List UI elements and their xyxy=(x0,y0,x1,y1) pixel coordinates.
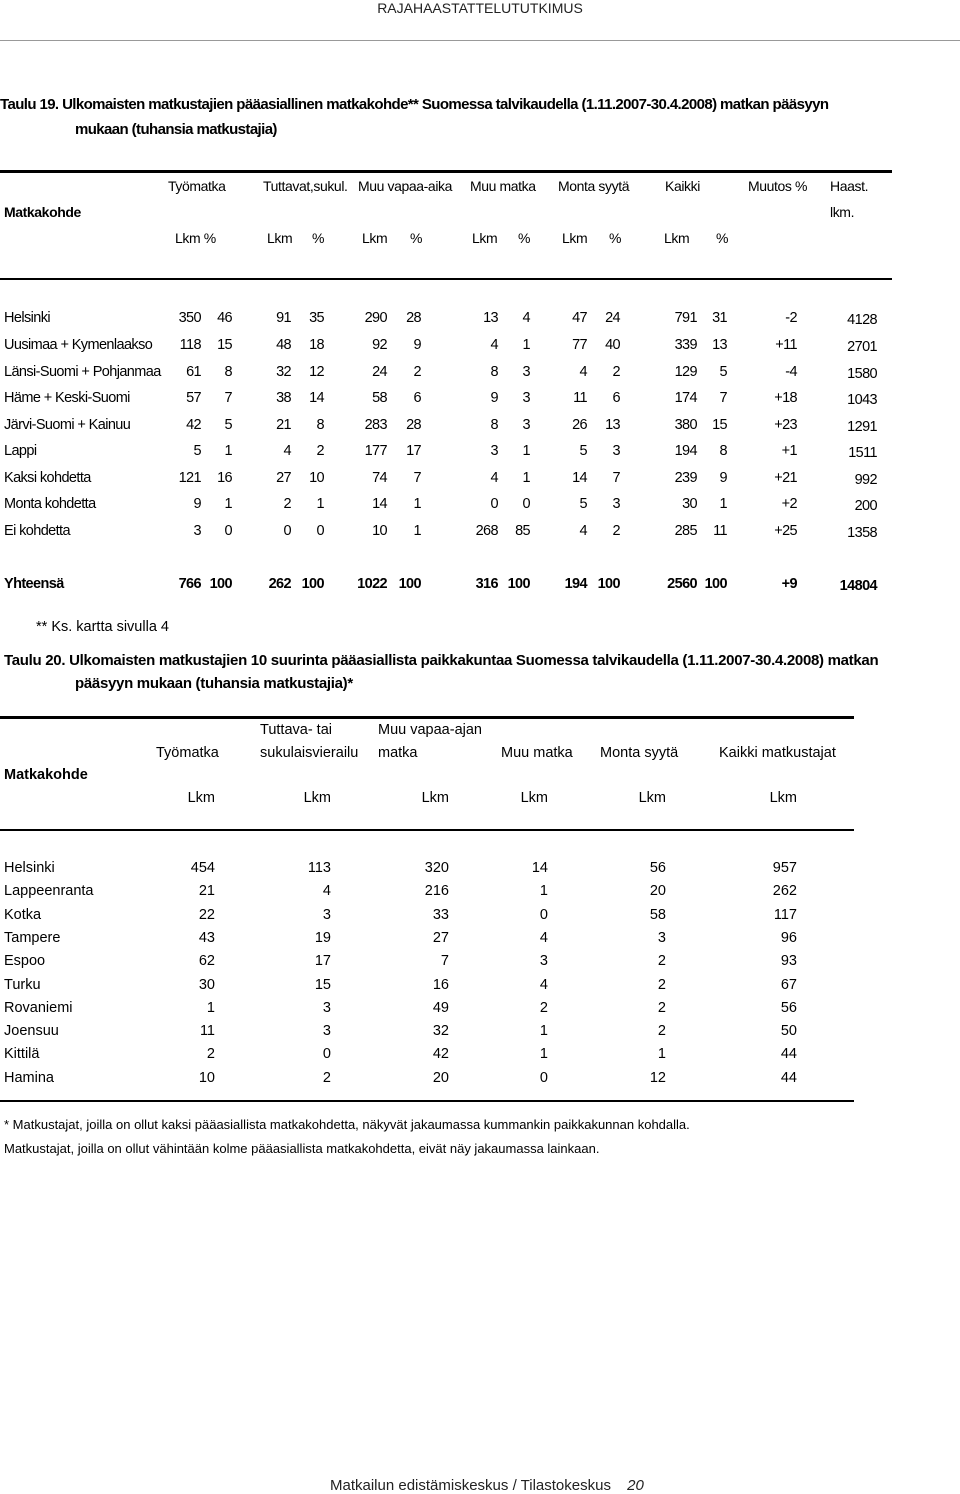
table-19-cell: 5 xyxy=(719,364,727,380)
table-20-cell: 1 xyxy=(539,1046,548,1063)
table-20-cell: 11 xyxy=(199,1023,215,1040)
table-20-cell: 42 xyxy=(432,1046,449,1063)
table-20-cell: 43 xyxy=(198,929,215,946)
table-20-cell: 19 xyxy=(314,929,331,946)
table-20-cell: 4 xyxy=(322,883,331,900)
table-19-group-header: Haast. xyxy=(830,178,869,194)
table-20-unit-header: Lkm xyxy=(520,790,548,806)
table-20-cell: 0 xyxy=(539,906,548,923)
table-19-cell: 15 xyxy=(712,417,727,433)
table-20-cell: 3 xyxy=(539,953,548,970)
table-20-row-label: Rovaniemi xyxy=(4,999,73,1016)
table-20-cell: 2 xyxy=(206,1046,215,1063)
table-20-cell: 32 xyxy=(432,1023,449,1040)
table-19-cell: 4 xyxy=(490,337,498,353)
table-19-cell: 35 xyxy=(309,310,324,326)
table-19-total-cell: 100 xyxy=(597,576,620,592)
table-19-cell: 8 xyxy=(719,443,727,459)
table-19-cell: 8 xyxy=(316,417,324,433)
table-19-cell: 27 xyxy=(276,470,291,486)
table-19-cell: 7 xyxy=(612,470,620,486)
table-19-cell: 1 xyxy=(413,496,421,512)
table-19-group-header: Muu matka xyxy=(470,178,536,194)
table-20-cell: 2 xyxy=(657,953,666,970)
table-19-cell: 11 xyxy=(713,523,727,539)
table-20-cell: 17 xyxy=(314,953,331,970)
table-20-cell: 50 xyxy=(780,1023,797,1040)
table-19-total-cell: 766 xyxy=(178,576,201,592)
table-19-last-sub: lkm. xyxy=(830,204,855,220)
table-20-cell: 0 xyxy=(539,1069,548,1086)
table-20-cell: 20 xyxy=(649,883,666,900)
table-19-total-cell: 2560 xyxy=(667,576,697,592)
table-19-total-label: Yhteensä xyxy=(4,576,64,592)
table-19-cell: 9 xyxy=(490,390,498,406)
table-19-cell: 1043 xyxy=(847,392,877,408)
table-19-cell: 13 xyxy=(712,337,727,353)
table-19-row-label: Monta kohdetta xyxy=(4,496,96,512)
table-20-unit-header: Lkm xyxy=(187,790,215,806)
table-19-cell: 1 xyxy=(522,337,530,353)
table-19-cell: +18 xyxy=(774,390,797,406)
table-19-cell: 28 xyxy=(406,417,421,433)
table-19-cell: 1 xyxy=(719,496,727,512)
table-20-cell: 0 xyxy=(322,1046,331,1063)
table-19-cell: 4 xyxy=(579,523,587,539)
table-19-cell: 8 xyxy=(490,417,498,433)
table-19-cell: -2 xyxy=(785,310,797,326)
table-19-cell: 2 xyxy=(283,496,291,512)
table-19-cell: 5 xyxy=(579,496,587,512)
table-19-cell: 339 xyxy=(674,337,697,353)
table-19-cell: 992 xyxy=(854,472,877,488)
table-19-row-label: Ei kohdetta xyxy=(4,523,70,539)
table-19-total-cell: 100 xyxy=(507,576,530,592)
table-20-cell: 15 xyxy=(314,976,331,993)
table-19-total-cell: 100 xyxy=(301,576,324,592)
table-20-unit-header: Lkm xyxy=(638,790,666,806)
table-19-header-rule xyxy=(0,278,892,280)
table-19-cell: 1 xyxy=(522,470,530,486)
table-19-cell: 47 xyxy=(572,310,587,326)
table-19-cell: 174 xyxy=(674,390,697,406)
table-19-cell: 18 xyxy=(309,337,324,353)
table-19-cell: 3 xyxy=(522,390,530,406)
table-19-cell: 268 xyxy=(475,523,498,539)
table-19-row-label: Lappi xyxy=(4,443,37,459)
table-20-cell: 58 xyxy=(649,906,666,923)
table-19-cell: 31 xyxy=(712,310,727,326)
table-19-cell: 239 xyxy=(674,470,697,486)
table-19-cell: 2 xyxy=(612,364,620,380)
table-19-cell: 48 xyxy=(276,337,291,353)
table-19-sub-header: % xyxy=(609,230,622,246)
table-19-cell: +21 xyxy=(774,470,797,486)
table-19-cell: 24 xyxy=(372,364,387,380)
table-20-cell: 93 xyxy=(780,953,797,970)
table-19-cell: 7 xyxy=(413,470,421,486)
table-19-cell: 1511 xyxy=(848,445,877,461)
table-19-cell: 380 xyxy=(674,417,697,433)
table-19-total-cell: 100 xyxy=(398,576,421,592)
table-19-cell: 1 xyxy=(224,443,232,459)
table-20-cell: 1 xyxy=(539,883,548,900)
table-19-sub-header: % xyxy=(312,230,325,246)
table-20-cell: 12 xyxy=(649,1069,666,1086)
table-19-group-header: Muutos % xyxy=(748,178,808,194)
table-19-cell: 12 xyxy=(309,364,324,380)
table-20-col-header: sukulaisvierailu xyxy=(260,745,359,761)
table-19-total-cell: 194 xyxy=(564,576,587,592)
table-20-cell: 454 xyxy=(190,860,215,876)
table-19-cell: 5 xyxy=(579,443,587,459)
table-19-cell: 26 xyxy=(572,417,587,433)
table-20-col-header: Työmatka xyxy=(156,745,219,761)
table-19-cell: 4 xyxy=(579,364,587,380)
table-19-cell: 177 xyxy=(364,443,387,459)
table-19-cell: 6 xyxy=(612,390,620,406)
table-20-unit-header: Lkm xyxy=(421,790,449,806)
table-19-cell: 5 xyxy=(193,443,201,459)
table-20-footnote-2: Matkustajat, joilla on ollut vähintään kolme pääasiallista matkakohdetta, eivät näy jakaumassa lainkaan. xyxy=(4,1141,600,1156)
table-19-sub-header: Lkm xyxy=(267,230,293,246)
table-19-cell: 13 xyxy=(483,310,498,326)
table-20-cell: 1 xyxy=(206,999,215,1016)
table-19-cell: 92 xyxy=(372,337,387,353)
table-20-cell: 3 xyxy=(657,929,666,946)
table-20-cell: 4 xyxy=(539,976,548,993)
table-20-cell: 67 xyxy=(780,976,797,993)
table-20-unit-header: Lkm xyxy=(303,790,331,806)
table-19-cell: 42 xyxy=(186,417,201,433)
table-20-cell: 62 xyxy=(198,953,215,970)
table-19-cell: 3 xyxy=(522,417,530,433)
page-number: 20 xyxy=(627,1477,644,1494)
table-19-total-cell: 1022 xyxy=(357,576,387,592)
table-20-row-label: Hamina xyxy=(4,1069,54,1086)
table-19-row-label: Helsinki xyxy=(4,310,50,326)
table-19-cell: -4 xyxy=(785,364,797,380)
table-19-cell: 28 xyxy=(406,310,421,326)
table-19-row-label: Järvi-Suomi + Kainuu xyxy=(4,417,131,433)
table-19-cell: 4128 xyxy=(847,312,877,328)
table-19-sub-header: Lkm xyxy=(472,230,498,246)
table-19-sub-header: Lkm xyxy=(362,230,388,246)
table-20-cell: 2 xyxy=(322,1069,331,1086)
table-20-cell: 49 xyxy=(432,999,449,1016)
table-19-cell: 1 xyxy=(413,523,421,539)
table-19-sub-header: Lkm xyxy=(664,230,690,246)
table-19-cell: 0 xyxy=(224,523,232,539)
table-20-col-header: matka xyxy=(378,745,418,761)
table-19-total-cell: 100 xyxy=(209,576,232,592)
table-19-cell: 16 xyxy=(217,470,232,486)
table-19-cell: 24 xyxy=(605,310,620,326)
table-20-cell: 22 xyxy=(198,906,215,923)
table-19-title-cont: mukaan (tuhansia matkustajia) xyxy=(75,121,277,138)
table-19-cell: 85 xyxy=(515,523,530,539)
table-19-cell: 2 xyxy=(316,443,324,459)
table-19-cell: 38 xyxy=(276,390,291,406)
table-20-cell: 44 xyxy=(780,1069,797,1086)
table-19-cell: 1580 xyxy=(847,366,877,382)
table-20-unit-header: Lkm xyxy=(769,790,797,806)
table-20-cell: 16 xyxy=(432,976,449,993)
table-19-cell: 14 xyxy=(372,496,387,512)
table-19-cell: 5 xyxy=(224,417,232,433)
table-19-sub-header: Lkm % xyxy=(175,230,216,246)
table-19-cell: 118 xyxy=(179,337,201,353)
table-19-sub-header: % xyxy=(716,230,729,246)
table-20-cell: 27 xyxy=(432,929,449,946)
table-19-cell: 6 xyxy=(413,390,421,406)
table-20-col-header: Kaikki matkustajat xyxy=(719,745,836,761)
table-19-cell: 46 xyxy=(217,310,232,326)
table-19-cell: +11 xyxy=(775,337,797,353)
table-20-col-header: Muu matka xyxy=(501,745,573,761)
table-19-cell: 129 xyxy=(674,364,697,380)
table-20-title-cont: pääsyyn mukaan (tuhansia matkustajia)* xyxy=(75,675,353,692)
table-20-cell: 3 xyxy=(322,1023,331,1040)
page-footer xyxy=(330,1477,644,1494)
table-19-cell: 290 xyxy=(364,310,387,326)
table-19-cell: 74 xyxy=(372,470,387,486)
table-19-group-header: Tuttavat,sukul. xyxy=(263,178,348,194)
table-19-cell: +2 xyxy=(781,496,797,512)
table-20-row-header: Matkakohde xyxy=(4,767,88,783)
table-19-cell: 8 xyxy=(224,364,232,380)
table-19-cell: 121 xyxy=(178,470,201,486)
table-19-total-cell: 316 xyxy=(475,576,498,592)
table-19-cell: 3 xyxy=(612,443,620,459)
table-19-cell: 9 xyxy=(193,496,201,512)
table-19-cell: 2 xyxy=(612,523,620,539)
table-19-top-rule xyxy=(0,170,892,173)
table-20-cell: 20 xyxy=(432,1069,449,1086)
table-19-cell: 14 xyxy=(309,390,324,406)
table-20-cell: 56 xyxy=(649,860,666,876)
table-19-cell: 791 xyxy=(674,310,697,326)
table-20-header-rule xyxy=(0,829,854,831)
table-19-cell: 4 xyxy=(490,470,498,486)
table-20-cell: 4 xyxy=(539,929,548,946)
table-20-cell: 30 xyxy=(198,976,215,993)
table-19-cell: 1 xyxy=(224,496,232,512)
table-19-cell: 61 xyxy=(186,364,201,380)
table-20-row-label: Tampere xyxy=(4,929,61,946)
table-20-cell: 96 xyxy=(780,929,797,946)
table-19-total-cell: 262 xyxy=(268,576,291,592)
table-19-cell: 200 xyxy=(854,498,877,514)
table-20-cell: 7 xyxy=(440,953,449,970)
table-19-cell: 32 xyxy=(276,364,291,380)
header-rule xyxy=(0,40,960,41)
table-19-cell: 3 xyxy=(612,496,620,512)
table-19-cell: 0 xyxy=(490,496,498,512)
table-20-col-header-line1: Tuttava- tai xyxy=(260,722,332,738)
table-20-cell: 3 xyxy=(322,999,331,1016)
table-19-sub-header: Lkm xyxy=(562,230,588,246)
table-20-cell: 14 xyxy=(531,860,548,876)
table-19-cell: 0 xyxy=(316,523,324,539)
table-20-col-header: Monta syytä xyxy=(600,745,679,761)
table-19-row-label: Häme + Keski-Suomi xyxy=(4,390,130,406)
table-19-cell: 10 xyxy=(309,470,324,486)
table-19-cell: 3 xyxy=(193,523,201,539)
table-20-cell: 1 xyxy=(657,1046,666,1063)
table-19-cell: 10 xyxy=(372,523,387,539)
table-20-cell: 117 xyxy=(773,906,797,923)
table-20-cell: 113 xyxy=(307,860,331,876)
table-19-row-label: Länsi-Suomi + Pohjanmaa xyxy=(4,364,161,380)
table-19-cell: 4 xyxy=(522,310,530,326)
table-19-cell: 283 xyxy=(364,417,387,433)
table-20-cell: 21 xyxy=(198,883,215,900)
table-19-cell: 1 xyxy=(316,496,324,512)
table-20-cell: 320 xyxy=(424,860,449,876)
table-19-group-header: Työmatka xyxy=(168,178,226,194)
table-20-cell: 2 xyxy=(657,1023,666,1040)
table-20-row-label: Turku xyxy=(4,976,41,993)
table-19-cell: 17 xyxy=(406,443,421,459)
table-19-sub-header: % xyxy=(410,230,423,246)
table-20-footnote-1: * Matkustajat, joilla on ollut kaksi pääasiallista matkakohdetta, näkyvät jakaumassa kummankin paikkakunnan kohdalla. xyxy=(4,1117,690,1132)
table-20-row-label: Kotka xyxy=(4,906,42,923)
table-19-group-header: Kaikki xyxy=(665,178,700,194)
footer-text: Matkailun edistämiskeskus / Tilastokeskus xyxy=(330,1477,611,1494)
table-20-cell: 1 xyxy=(539,1023,548,1040)
table-20-cell: 262 xyxy=(772,883,797,900)
table-20-row-label: Lappeenranta xyxy=(4,883,94,900)
table-19-cell: 8 xyxy=(490,364,498,380)
table-19-cell: 21 xyxy=(276,417,291,433)
table-20-cell: 2 xyxy=(657,999,666,1016)
table-20-row-label: Helsinki xyxy=(4,860,55,876)
table-19-cell: 2 xyxy=(413,364,421,380)
table-19-cell: 3 xyxy=(522,364,530,380)
table-20-cell: 957 xyxy=(772,860,797,876)
table-19-footnote: ** Ks. kartta sivulla 4 xyxy=(36,619,169,635)
table-20-cell: 56 xyxy=(780,999,797,1016)
table-19-cell: 91 xyxy=(276,310,291,326)
table-20-top-rule xyxy=(0,716,854,719)
table-19-row-header: Matkakohde xyxy=(4,204,81,220)
table-19-group-header: Muu vapaa-aika xyxy=(358,178,453,194)
table-19-cell: 57 xyxy=(186,390,201,406)
table-19-cell: 194 xyxy=(674,443,697,459)
table-19-cell: 0 xyxy=(283,523,291,539)
table-19-sub-header: % xyxy=(518,230,531,246)
table-19-total-cell: 100 xyxy=(704,576,727,592)
table-19-cell: 1 xyxy=(522,443,530,459)
table-19-cell: +1 xyxy=(781,443,797,459)
table-19-cell: 11 xyxy=(573,390,587,406)
table-19-cell: 13 xyxy=(605,417,620,433)
table-19-cell: 40 xyxy=(605,337,620,353)
table-20-col-header-line1: Muu vapaa-ajan xyxy=(378,722,482,738)
table-20-cell: 10 xyxy=(198,1069,215,1086)
table-19-title: Taulu 19. Ulkomaisten matkustajien pääasiallinen matkakohde** Suomessa talvikaudella (1.11.2007-30.4.2008) matkan pääsyyn xyxy=(0,96,829,113)
table-19-group-header: Monta syytä xyxy=(558,178,630,194)
table-20-title: Taulu 20. Ulkomaisten matkustajien 10 suurinta pääasiallista paikkakuntaa Suomessa talvikaudella (1.11.2007-30.4.2008) matkan xyxy=(4,652,879,669)
table-19-cell: 2701 xyxy=(847,339,877,355)
table-19-cell: 14 xyxy=(572,470,587,486)
table-19-cell: 9 xyxy=(719,470,727,486)
table-19-cell: 30 xyxy=(682,496,697,512)
table-19-cell: 7 xyxy=(719,390,727,406)
table-19-cell: 3 xyxy=(490,443,498,459)
table-19-cell: 4 xyxy=(283,443,291,459)
table-20-cell: 2 xyxy=(539,999,548,1016)
table-19-cell: +25 xyxy=(774,523,797,539)
table-20-cell: 2 xyxy=(657,976,666,993)
table-19-cell: 15 xyxy=(217,337,232,353)
table-19-cell: +23 xyxy=(774,417,797,433)
table-19-cell: 0 xyxy=(522,496,530,512)
table-20-cell: 33 xyxy=(432,906,449,923)
table-20-cell: 216 xyxy=(424,883,449,900)
table-20-bottom-rule xyxy=(0,1100,854,1102)
table-19-cell: 58 xyxy=(372,390,387,406)
table-20-row-label: Espoo xyxy=(4,953,46,970)
table-19-cell: 9 xyxy=(413,337,421,353)
table-20-row-label: Kittilä xyxy=(4,1046,40,1063)
table-20-row-label: Joensuu xyxy=(4,1023,59,1040)
table-19-cell: 1358 xyxy=(847,525,877,541)
table-19-total-cell: 14804 xyxy=(839,578,877,594)
table-20-cell: 44 xyxy=(780,1046,797,1063)
table-20-cell: 3 xyxy=(322,906,331,923)
table-19-cell: 77 xyxy=(572,337,587,353)
table-19-cell: 350 xyxy=(178,310,201,326)
table-19-cell: 7 xyxy=(224,390,232,406)
table-19-row-label: Kaksi kohdetta xyxy=(4,470,91,486)
table-19-cell: 1291 xyxy=(847,419,877,435)
table-19-row-label: Uusimaa + Kymenlaakso xyxy=(4,337,153,353)
running-header: RAJAHAASTATTELUTUTKIMUS xyxy=(377,0,583,16)
table-19-cell: 285 xyxy=(674,523,697,539)
table-19-total-cell: +9 xyxy=(781,576,797,592)
